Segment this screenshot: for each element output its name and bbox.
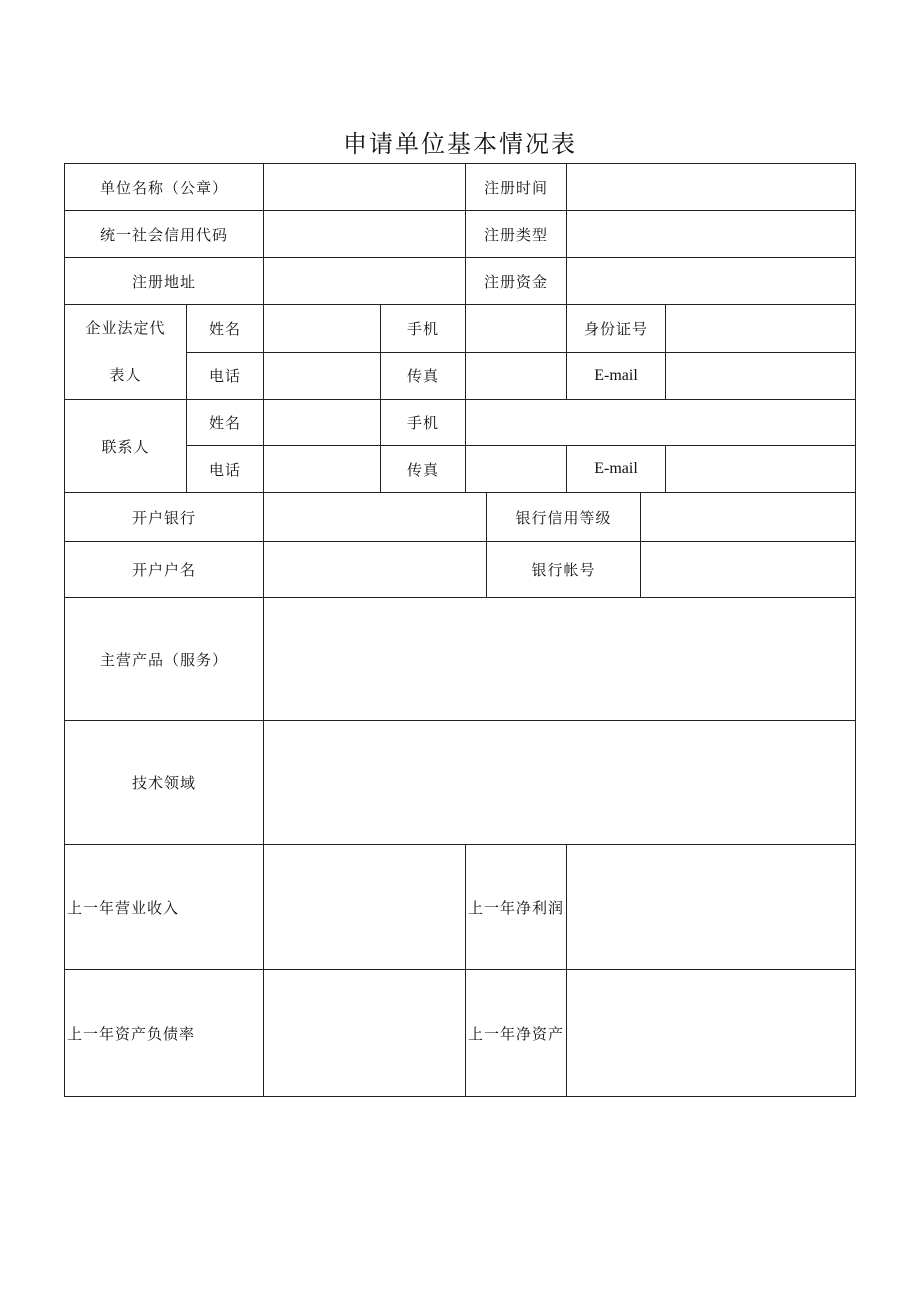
unit-name-field[interactable] — [264, 164, 466, 211]
register-address-field[interactable] — [264, 258, 466, 305]
contact-mobile-field[interactable] — [466, 400, 856, 446]
bank-label: 开户银行 — [65, 493, 264, 542]
account-name-field[interactable] — [264, 542, 487, 598]
legal-rep-fax-label: 传真 — [381, 352, 466, 400]
contact-name-field[interactable] — [264, 400, 381, 446]
register-address-label: 注册地址 — [65, 258, 264, 305]
last-year-net-assets-label: 上一年净资产 — [466, 970, 567, 1097]
last-year-revenue-field[interactable] — [264, 845, 466, 970]
main-products-field[interactable] — [264, 598, 856, 721]
legal-rep-mobile-label: 手机 — [381, 305, 466, 353]
legal-rep-phone-field[interactable] — [264, 352, 381, 400]
legal-rep-fax-field[interactable] — [466, 352, 567, 400]
last-year-revenue-label: 上一年营业收入 — [65, 845, 264, 970]
contact-name-label: 姓名 — [187, 400, 264, 446]
contact-email-label: E-mail — [567, 446, 666, 493]
legal-rep-name-field[interactable] — [264, 305, 381, 353]
register-capital-field[interactable] — [567, 258, 856, 305]
register-time-label: 注册时间 — [466, 164, 567, 211]
account-name-label: 开户户名 — [65, 542, 264, 598]
tech-field-label: 技术领域 — [65, 721, 264, 845]
contact-phone-label: 电话 — [187, 446, 264, 493]
legal-rep-mobile-field[interactable] — [466, 305, 567, 353]
last-year-net-profit-label: 上一年净利润 — [466, 845, 567, 970]
legal-rep-name-label: 姓名 — [187, 305, 264, 353]
register-type-label: 注册类型 — [466, 211, 567, 258]
legal-rep-email-label: E-mail — [567, 352, 666, 400]
legal-rep-phone-label: 电话 — [187, 352, 264, 400]
last-year-debt-ratio-field[interactable] — [264, 970, 466, 1097]
legal-rep-label — [65, 305, 187, 400]
tech-field-field[interactable] — [264, 721, 856, 845]
contact-fax-label: 传真 — [381, 446, 466, 493]
register-type-field[interactable] — [567, 211, 856, 258]
bank-credit-level-field[interactable] — [641, 493, 856, 542]
main-products-label: 主营产品（服务） — [65, 598, 264, 721]
bank-credit-level-label: 银行信用等级 — [487, 493, 641, 542]
register-time-field[interactable] — [567, 164, 856, 211]
legal-rep-id-field[interactable] — [666, 305, 856, 353]
legal-rep-label-line1: 企业法定代 — [85, 319, 166, 337]
page-title: 申请单位基本情况表 — [343, 130, 577, 158]
bank-field[interactable] — [264, 493, 487, 542]
last-year-debt-ratio-label: 上一年资产负债率 — [65, 970, 264, 1097]
contact-email-field[interactable] — [666, 446, 856, 493]
last-year-net-assets-field[interactable] — [567, 970, 856, 1097]
unit-name-label: 单位名称（公章） — [65, 164, 264, 211]
contact-person-label: 联系人 — [65, 400, 187, 493]
bank-account-field[interactable] — [641, 542, 856, 598]
credit-code-label: 统一社会信用代码 — [65, 211, 264, 258]
legal-rep-email-field[interactable] — [666, 352, 856, 400]
register-capital-label: 注册资金 — [466, 258, 567, 305]
last-year-net-profit-field[interactable] — [567, 845, 856, 970]
application-info-table — [64, 163, 856, 1097]
contact-fax-field[interactable] — [466, 446, 567, 493]
contact-phone-field[interactable] — [264, 446, 381, 493]
contact-mobile-label: 手机 — [381, 400, 466, 446]
legal-rep-label-line2: 表人 — [109, 366, 142, 384]
credit-code-field[interactable] — [264, 211, 466, 258]
bank-account-label: 银行帐号 — [487, 542, 641, 598]
legal-rep-id-label: 身份证号 — [567, 305, 666, 353]
